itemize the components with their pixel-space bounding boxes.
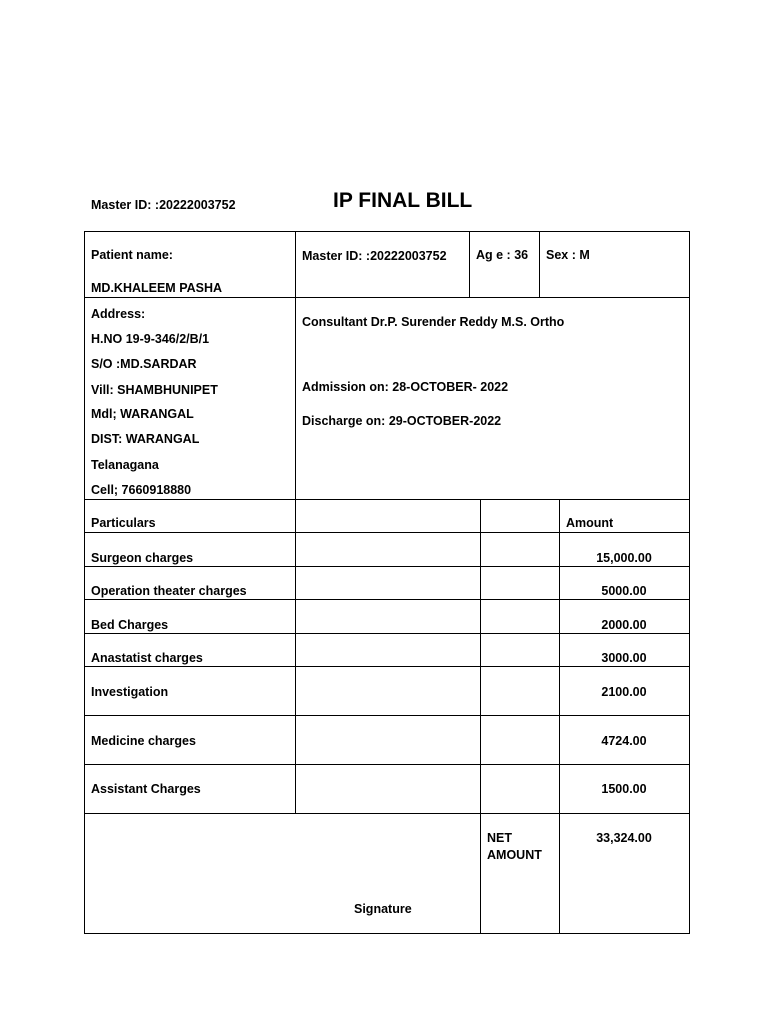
- divider: [539, 231, 540, 298]
- net-amount-label: NET: [487, 831, 512, 845]
- bill-title: IP FINAL BILL: [333, 189, 473, 212]
- net-amount-label: AMOUNT: [487, 848, 542, 862]
- net-amount: 33,324.00: [596, 831, 652, 845]
- divider: [84, 566, 690, 567]
- particulars-header: Particulars: [91, 516, 156, 530]
- divider: [84, 715, 690, 716]
- charge-particular: Surgeon charges: [91, 551, 194, 565]
- divider: [84, 297, 690, 298]
- divider: [84, 532, 690, 533]
- consultant: Consultant Dr.P. Surender Reddy M.S. Ortho: [302, 315, 565, 329]
- patient-sex: Sex : M: [546, 248, 590, 262]
- charge-amount: 4724.00: [601, 734, 647, 748]
- signature-label: Signature: [354, 902, 412, 916]
- divider: [480, 499, 481, 934]
- charge-amount: 3000.00: [601, 651, 647, 665]
- divider: [295, 231, 296, 814]
- address-line: Cell; 7660918880: [91, 483, 192, 497]
- patient-master-id: Master ID: :20222003752: [302, 249, 447, 263]
- charge-particular: Medicine charges: [91, 734, 196, 748]
- table-border-right: [689, 231, 690, 934]
- discharge-date: Discharge on: 29-OCTOBER-2022: [302, 414, 502, 428]
- address-line: Telanagana: [91, 458, 159, 472]
- divider: [84, 633, 690, 634]
- divider: [84, 666, 690, 667]
- charge-amount: 2100.00: [601, 685, 647, 699]
- table-border-left: [84, 231, 85, 934]
- address-line: Vill: SHAMBHUNIPET: [91, 383, 218, 397]
- divider: [469, 231, 470, 298]
- divider: [84, 813, 690, 814]
- address-line: S/O :MD.SARDAR: [91, 357, 197, 371]
- charge-amount: 2000.00: [601, 618, 647, 632]
- charge-particular: Investigation: [91, 685, 169, 699]
- charge-particular: Anastatist charges: [91, 651, 203, 665]
- address-line: DIST: WARANGAL: [91, 432, 200, 446]
- charge-amount: 5000.00: [601, 584, 647, 598]
- divider: [84, 599, 690, 600]
- charge-amount: 1500.00: [601, 782, 647, 796]
- address-line: H.NO 19-9-346/2/B/1: [91, 332, 210, 346]
- patient-name-label: Patient name:: [91, 248, 173, 262]
- admission-date: Admission on: 28-OCTOBER- 2022: [302, 380, 509, 394]
- patient-age: Ag e : 36: [476, 248, 529, 262]
- address-line: Mdl; WARANGAL: [91, 407, 194, 421]
- charge-particular: Operation theater charges: [91, 584, 247, 598]
- divider: [84, 764, 690, 765]
- charge-particular: Bed Charges: [91, 618, 169, 632]
- table-border-top: [84, 231, 690, 232]
- divider: [559, 499, 560, 934]
- table-border-bottom: [84, 933, 690, 934]
- header-master-id: Master ID: :20222003752: [91, 198, 236, 212]
- address-label: Address:: [91, 307, 146, 321]
- charge-amount: 15,000.00: [596, 551, 652, 565]
- patient-name: MD.KHALEEM PASHA: [91, 281, 223, 295]
- divider: [84, 499, 690, 500]
- charge-particular: Assistant Charges: [91, 782, 201, 796]
- amount-header: Amount: [566, 516, 614, 530]
